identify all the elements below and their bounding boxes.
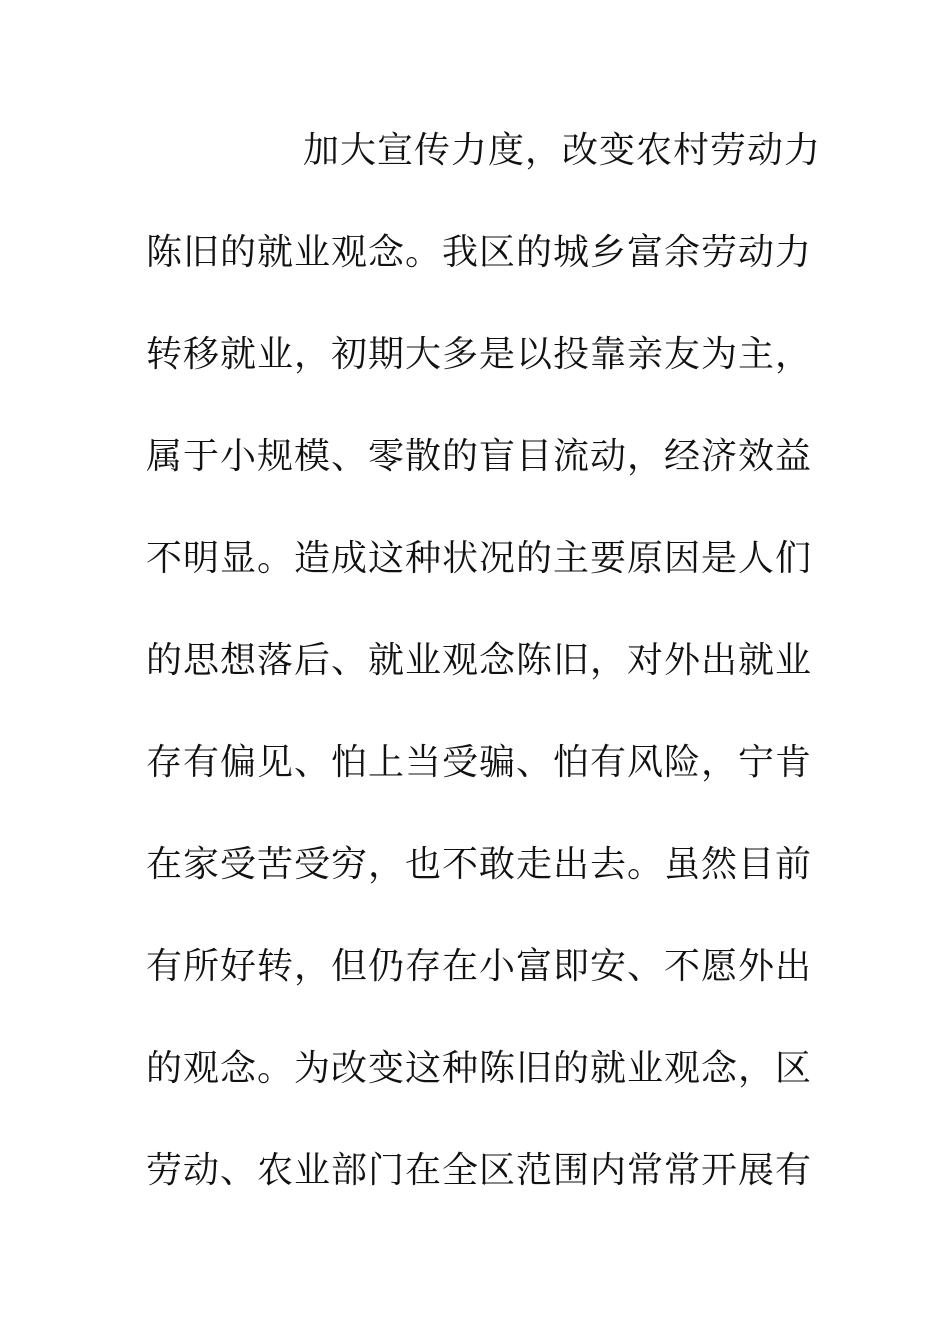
paragraph-line: 有所好转，但仍存在小富即安、不愿外出 [146,946,813,987]
paragraph-line: 劳动、农业部门在全区范围内常常开展有 [146,1150,813,1191]
paragraph-line: 存有偏见、怕上当受骗、怕有风险，宁肯 [146,742,813,783]
paragraph-line: 的观念。为改变这种陈旧的就业观念，区 [146,1048,813,1089]
paragraph-line: 不明显。造成这种状况的主要原因是人们 [146,538,813,579]
paragraph-line: 属于小规模、零散的盲目流动，经济效益 [146,436,813,477]
paragraph-line: 加大宣传力度，改变农村劳动力 [303,130,822,171]
paragraph-line: 陈旧的就业观念。我区的城乡富余劳动力 [146,232,813,273]
paragraph-line: 转移就业，初期大多是以投靠亲友为主， [146,334,813,375]
paragraph-line: 在家受苦受穷，也不敢走出去。虽然目前 [146,844,813,885]
paragraph-line: 的思想落后、就业观念陈旧，对外出就业 [146,640,813,681]
body-paragraph [146,122,822,1244]
